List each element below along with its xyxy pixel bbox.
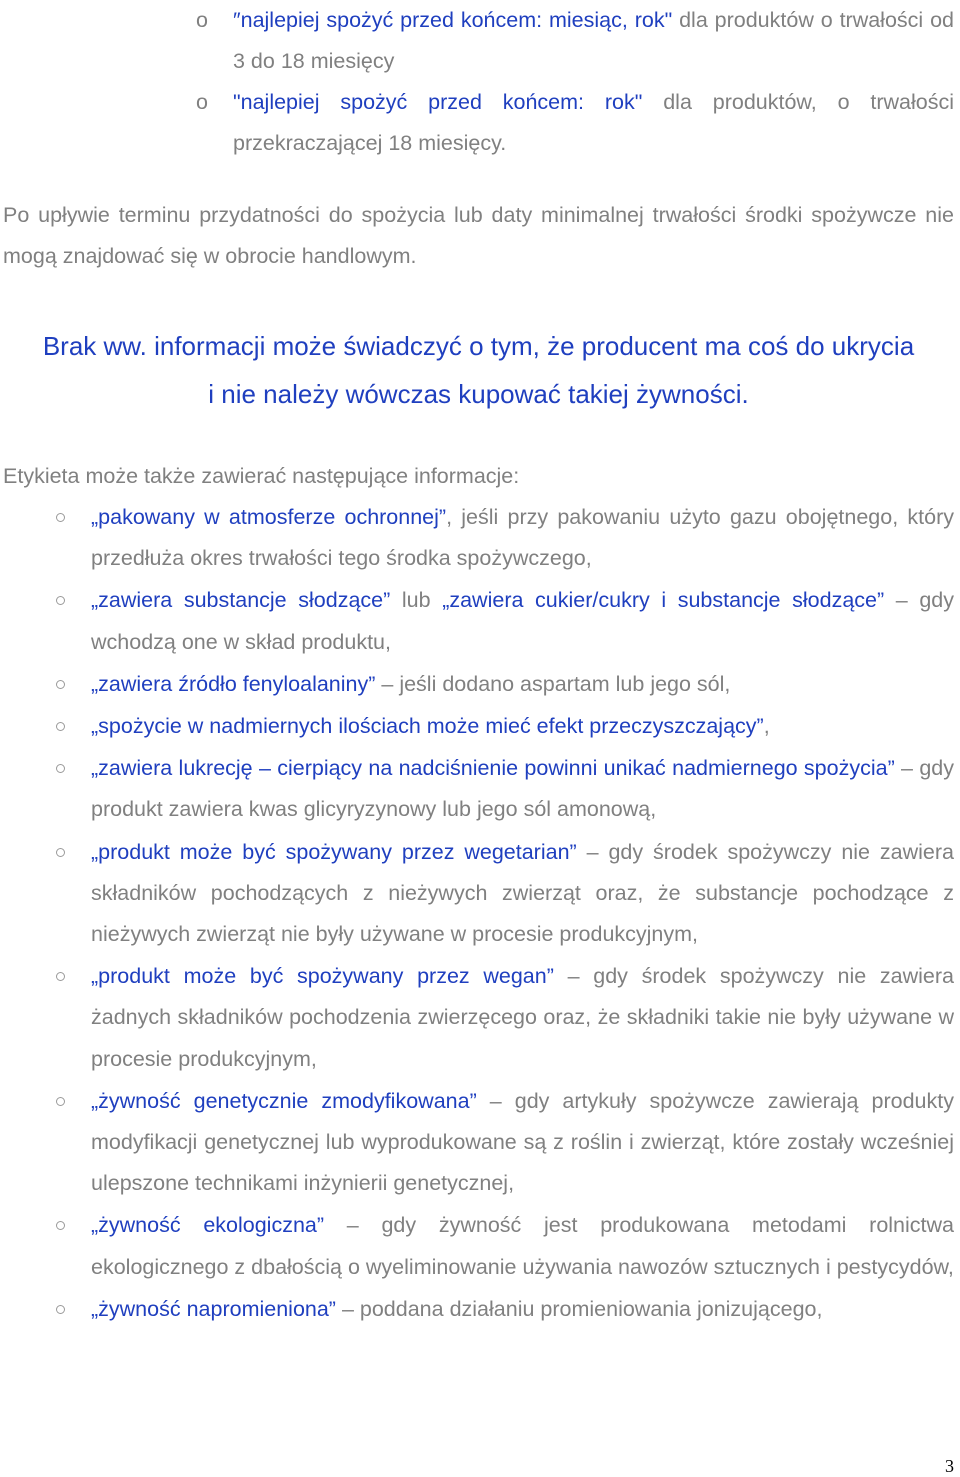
circle-bullet-icon: o xyxy=(196,90,208,114)
list-item xyxy=(0,832,960,956)
label-info-intro: Etykieta może także zawierać następujące informacje: xyxy=(3,464,520,488)
highlighted-phrase: "najlepiej spożyć przed końcem: rok" xyxy=(233,90,643,114)
highlighted-phrase: „produkt może być spożywany przez wegetarian” xyxy=(91,839,577,864)
label-info-list xyxy=(0,497,960,1331)
highlighted-phrase: „zawiera substancje słodzące” xyxy=(91,588,391,613)
sublist-item xyxy=(0,0,960,82)
page-number: 3 xyxy=(945,1456,954,1476)
highlighted-phrase: ″najlepiej spożyć przed końcem: miesiąc, rok" xyxy=(233,8,673,32)
bullet-icon xyxy=(56,722,65,731)
circle-bullet-icon: o xyxy=(196,8,208,32)
list-item xyxy=(0,956,960,1080)
description-text: – jeśli dodano aspartam lub jego sól, xyxy=(375,671,731,696)
list-item xyxy=(0,706,960,747)
warning-line-2: i nie należy wówczas kupować takiej żywności. xyxy=(208,379,749,409)
bullet-icon xyxy=(56,1305,65,1314)
list-item xyxy=(0,580,960,662)
highlighted-phrase: „żywność genetycznie zmodyfikowana” xyxy=(91,1088,477,1113)
bullet-icon xyxy=(56,972,65,981)
bullet-icon xyxy=(56,513,65,522)
list-item xyxy=(0,1289,960,1330)
expiry-paragraph: Po upływie terminu przydatności do spożycia lub daty minimalnej trwałości środki spożywcze nie mogą znajdować się w obrocie handlowym. xyxy=(3,203,954,268)
description-text: – gdy produkt zawiera kwas glicyryzynowy lub jego sól amonową, xyxy=(91,756,954,822)
bullet-icon xyxy=(56,596,65,605)
best-before-sublist xyxy=(0,0,960,164)
description-text: lub xyxy=(390,588,443,613)
highlighted-phrase: „spożycie w nadmiernych ilościach może mieć efekt przeczyszczający” xyxy=(91,714,764,739)
description-text: – gdy środek spożywczy nie zawiera składników pochodzących z nieżywych zwierząt oraz, że substancje pochodzące z nieżywych zwierząt nie były używane w procesie produkcyjnym, xyxy=(91,839,954,947)
description-text: – gdy żywność jest produkowana metodami rolnictwa ekologicznego z dbałością o wyeliminowanie używania nawozów sztucznych i pestycydów, xyxy=(91,1213,954,1279)
highlighted-phrase: „żywność napromieniona” xyxy=(91,1296,336,1321)
description-text: dla produktów o trwałości od 3 do 18 miesięcy xyxy=(233,8,954,73)
list-item xyxy=(0,1081,960,1205)
highlighted-phrase: „pakowany w atmosferze ochronnej” xyxy=(91,505,447,529)
description-text: – gdy artykuły spożywcze zawierają produkty modyfikacji genetycznej lub wyprodukowane są z roślin i zwierząt, które zostały wcześniej ulepszone technikami inżynierii genetycznej, xyxy=(91,1088,954,1196)
description-text: – gdy środek spożywczy nie zawiera żadnych składników pochodzenia zwierzęcego oraz, że składniki takie nie były używane w procesie produkcyjnym, xyxy=(91,964,954,1071)
bullet-icon xyxy=(56,848,65,857)
description-text: , jeśli przy pakowaniu użyto gazu obojętnego, który przedłuża okres trwałości tego środka spożywczego, xyxy=(91,505,954,571)
warning-line-1: Brak ww. informacji może świadczyć o tym, że producent ma coś do ukrycia xyxy=(42,331,915,361)
list-item xyxy=(0,748,960,830)
description-text: , xyxy=(763,714,770,739)
list-item xyxy=(0,1205,960,1287)
sublist-item xyxy=(0,82,960,164)
bullet-icon xyxy=(56,1221,65,1230)
highlighted-phrase: „zawiera lukrecję – cierpiący na nadciśnienie powinni unikać nadmiernego spożycia” xyxy=(91,756,895,781)
description-text: dla produktów, o trwałości przekraczającej 18 miesięcy. xyxy=(233,90,954,155)
description-text: – poddana działaniu promieniowania jonizującego, xyxy=(335,1296,823,1321)
highlighted-phrase: „zawiera cukier/cukry i substancje słodzące” xyxy=(442,588,885,613)
list-item xyxy=(0,497,960,579)
highlighted-phrase: „zawiera źródło fenyloalaniny” xyxy=(91,671,376,696)
description-text: – gdy wchodzą one w skład produktu, xyxy=(91,588,954,654)
list-item xyxy=(0,664,960,705)
bullet-icon xyxy=(56,680,65,689)
warning-note xyxy=(3,322,954,418)
highlighted-phrase: „produkt może być spożywany przez wegan” xyxy=(91,964,554,989)
bullet-icon xyxy=(56,1097,65,1106)
bullet-icon xyxy=(56,764,65,773)
highlighted-phrase: „żywność ekologiczna” xyxy=(91,1213,325,1238)
